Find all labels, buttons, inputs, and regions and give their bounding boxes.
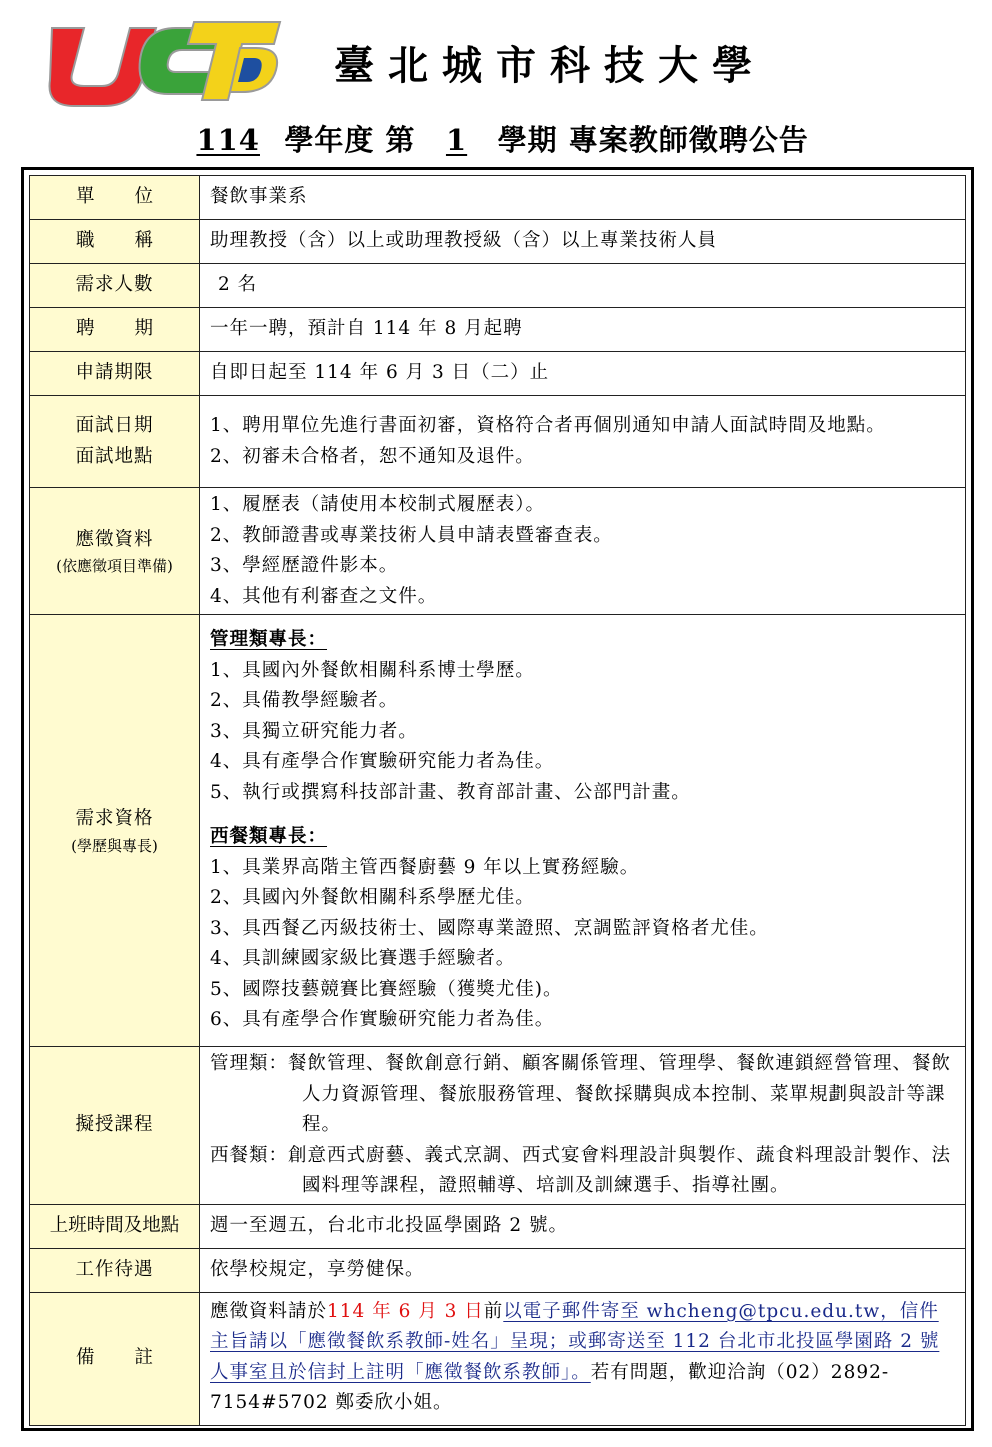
label-count: 需求人數 [30,264,200,308]
value-unit: 餐飲事業系 [200,176,966,220]
remarks-submission-info: 以電子郵件寄至 whcheng@tpcu.edu.tw，信件主旨請以「應徵餐飲系教師-姓名」呈現；或郵寄送至 112 台北市北投區學園路 2 號人事室且於信封上註明「應徵餐飲系教師」。 [210,1300,940,1383]
value-salary: 依學校規定，享勞健保。 [200,1248,966,1292]
value-count: 2 名 [200,264,966,308]
list-item: 2、初審未合格者，恕不通知及退件。 [210,445,535,467]
ucpt-logo [44,14,284,110]
row-interview [30,396,966,488]
value-hours: 週一至週五，台北市北投區學園路 2 號。 [200,1204,966,1248]
list-item: 4、具訓練國家級比賽選手經驗者。 [210,948,516,970]
list-item: 2、具備教學經驗者。 [210,690,399,712]
row-term [30,308,966,352]
list-item: 5、執行或撰寫科技部計畫、教育部計畫、公部門計畫。 [210,781,691,803]
remarks-part1: 應徵資料請於 [210,1300,328,1322]
announcement-table [29,175,966,1426]
row-position [30,220,966,264]
list-item: 4、具有產學合作實驗研究能力者為佳。 [210,751,555,773]
row-courses [30,1047,966,1205]
list-item: 1、具業界高階主管西餐廚藝 9 年以上實務經驗。 [210,856,640,878]
western-header: 西餐類專長： [210,826,328,848]
value-term: 一年一聘，預計自 114 年 8 月起聘 [200,308,966,352]
label-qualifications: 需求資格 (學歷與專長) [30,615,200,1047]
list-item: 1、具國內外餐飲相關科系博士學歷。 [210,659,535,681]
management-header: 管理類專長： [210,629,328,651]
list-item: 3、學經歷證件影本。 [210,555,399,576]
page-title [0,118,992,159]
title-term: 1 [445,123,468,157]
label-deadline: 申請期限 [30,352,200,396]
value-position: 助理教授（含）以上或助理教授級（含）以上專業技術人員 [200,220,966,264]
row-salary [30,1248,966,1292]
row-qualifications [30,615,966,1047]
list-item: 5、國際技藝競賽比賽經驗（獲獎尤佳)。 [210,978,563,1000]
row-count [30,264,966,308]
value-qualifications [200,615,966,1047]
row-deadline [30,352,966,396]
remarks-part2: 前 [483,1300,504,1322]
announcement-frame [21,167,974,1431]
label-term: 聘期 [30,308,200,352]
row-unit [30,176,966,220]
school-name: 臺北城市科技大學 [334,42,766,89]
list-item: 3、具西餐乙丙級技術士、國際專業證照、烹調監評資格者尤佳。 [210,917,769,939]
courses-western: 西餐類：創意西式廚藝、義式烹調、西式宴會料理設計與製作、蔬食料理設計製作、法國料理等課程，證照輔導、培訓及訓練選手、指導社團。 [210,1144,952,1196]
label-unit: 單位 [30,176,200,220]
remarks-deadline-date: 114 年 6 月 3 日 [327,1300,484,1322]
value-deadline: 自即日起至 114 年 6 月 3 日（二）止 [200,352,966,396]
list-item: 1、履歷表（請使用本校制式履歷表）。 [210,494,546,515]
courses-management: 管理類：餐飲管理、餐飲創意行銷、顧客關係管理、管理學、餐飲連鎖經營管理、餐飲人力資源管理、餐旅服務管理、餐飲採購與成本控制、菜單規劃與設計等課程。 [210,1053,952,1135]
value-remarks [200,1292,966,1425]
label-documents: 應徵資料 (依應徵項目準備) [30,488,200,615]
title-mid: 學年度 第 [284,123,416,157]
row-documents [30,488,966,615]
title-year: 114 [196,123,260,157]
label-courses: 擬授課程 [30,1047,200,1205]
remarks-contact: 若有問題，歡迎洽詢（02）2892-7154#5702 鄭委欣小姐。 [210,1361,890,1413]
label-remarks: 備註 [30,1292,200,1425]
label-position: 職稱 [30,220,200,264]
list-item: 4、其他有利審查之文件。 [210,585,438,607]
list-item: 6、具有產學合作實驗研究能力者為佳。 [210,1009,555,1031]
list-item: 2、教師證書或專業技術人員申請表暨審查表。 [210,524,613,546]
value-interview [200,396,966,488]
value-documents [200,488,966,615]
row-hours [30,1204,966,1248]
row-remarks [30,1292,966,1425]
list-item: 2、具國內外餐飲相關科系學歷尤佳。 [210,887,535,909]
label-interview: 面試日期 面試地點 [30,396,200,488]
list-item: 3、具獨立研究能力者。 [210,720,418,742]
label-salary: 工作待遇 [30,1248,200,1292]
value-courses [200,1047,966,1205]
title-end: 學期 專案教師徵聘公告 [497,123,809,157]
label-hours: 上班時間及地點 [30,1204,200,1248]
list-item: 1、聘用單位先進行書面初審，資格符合者再個別通知申請人面試時間及地點。 [210,415,886,436]
